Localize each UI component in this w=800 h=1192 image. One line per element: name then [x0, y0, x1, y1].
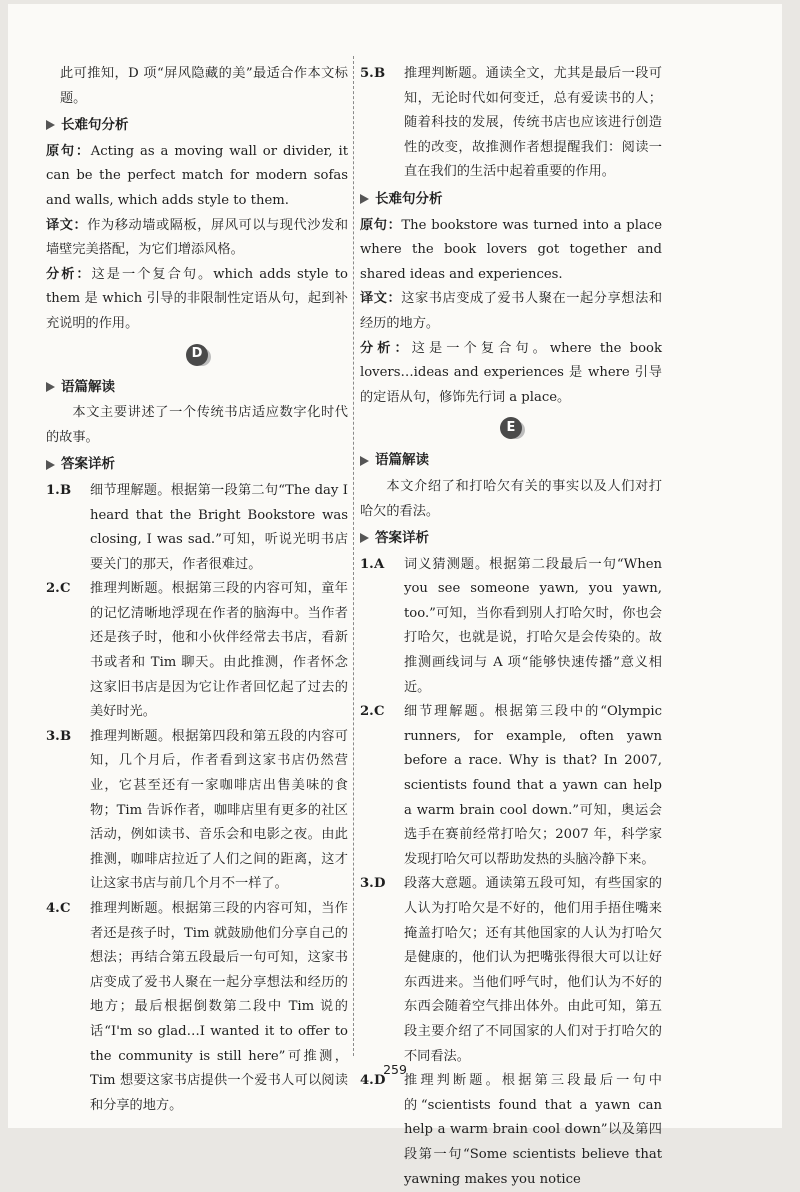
answer-item: 5. B 推理判断题。通读全文，尤其是最后一段可知，无论时代如何变迁，总有爱读书的人；随着科技的发展，传统书店也应该进行创造性的改变，故推测作者想提醒我们：阅读一直在我们的生活中起着重要的作用。 [360, 66, 662, 180]
answer-item: 2. C 推理判断题。根据第三段的内容可知，童年的记忆清晰地浮现在作者的脑海中。当作者还是孩子时，他和小伙伴经常去书店，看新书或者和 Tim 聊天。由此推测，作者怀念这家旧书店是因为它让作者回忆起了过去的美好时光。 [46, 581, 348, 720]
answer-item: 3. D 段落大意题。通读第五段可知，有些国家的人认为打哈欠是不好的，他们用手捂住嘴来掩盖打哈欠；还有其他国家的人认为打哈欠是健康的，他们认为把嘴张得很大可以让好东西进来。当他们呼气时，他们认为不好的东西会随着空气排出体外。由此可知，第五段主要介绍了不同国家的人们对于打哈欠的不同看法。 [360, 876, 662, 1064]
reading-summary: 本文介绍了和打哈欠有关的事实以及人们对打哈欠的看法。 [360, 478, 662, 519]
original-sentence: 原句：Acting as a moving wall or divider, it can be the perfect match for modern sofas and walls, which adds style to them. [46, 143, 348, 208]
analysis: 分析：这是一个复合句。where the book lovers…ideas and experiences 是 where 引导的定语从句，修饰先行词 a place。 [360, 340, 662, 405]
answer-item: 3. B 推理判断题。根据第四段和第五段的内容可知，几个月后，作者看到这家书店仍然营业，它甚至还有一家咖啡店出售美味的食物；Tim 告诉作者，咖啡店里有更多的社区活动，例如读书、音乐会和电影之夜。由此推测，咖啡店拉近了人们之间的距离，这才让这家书店与前几个月不一样了。 [46, 728, 348, 892]
arrow-icon [46, 460, 55, 470]
column-divider [353, 56, 354, 1056]
original-sentence: 原句：The bookstore was turned into a place where the book lovers got together and shared ideas and experiences. [360, 217, 662, 282]
section-marker [46, 337, 348, 373]
arrow-icon [360, 533, 369, 543]
reading-heading: 语篇解读 [360, 448, 662, 473]
long-sentence-heading: 长难句分析 [360, 187, 662, 212]
answer-item: 4. C 推理判断题。根据第三段的内容可知，当作者还是孩子时，Tim 就鼓励他们分享自己的想法；再结合第五段最后一句可知，这家书店变成了爱书人聚在一起分享想法和经历的地方；最后根据倒数第二段中 Tim 说的话“I'm so glad…I wanted it to offer to the community is still here”可推测，Tim 想要这家书店提供一个爱书人可以阅读和分享的地方。 [46, 901, 348, 1113]
analysis: 分析：这是一个复合句。which adds style to them 是 which 引导的非限制性定语从句，起到补充说明的作用。 [46, 266, 349, 331]
answer-item: 1. A 词义猜测题。根据第二段最后一句“When you see someone yawn, you yawn, too.”可知，当你看到别人打哈欠时，你也会打哈欠，也就是说，打哈欠是会传染的。故推测画线词与 A 项“能够快速传播”意义相近。 [360, 556, 662, 695]
page-number: 259 [383, 1062, 407, 1077]
arrow-icon [360, 194, 369, 204]
reading-heading: 语篇解读 [46, 375, 348, 400]
long-sentence-heading: 长难句分析 [46, 113, 348, 138]
arrow-icon [46, 382, 55, 392]
reading-summary: 本文主要讲述了一个传统书店适应数字化时代的故事。 [46, 405, 348, 445]
answers-heading: 答案详析 [360, 526, 662, 551]
answer-item: 1. B 细节理解题。根据第一段第二句“The day I heard that the Bright Bookstore was closing, I was sad.”可知，听说光明书店要关门的那天，作者很难过。 [46, 482, 348, 572]
translation: 译文：作为移动墙或隔板，屏风可以与现代沙发和墙壁完美搭配，为它们增添风格。 [46, 217, 349, 258]
section-letter-badge: E [500, 417, 522, 439]
left-column [46, 62, 348, 1118]
arrow-icon [360, 456, 369, 466]
right-column [360, 62, 662, 1192]
arrow-icon [46, 120, 55, 130]
section-letter-badge: D [186, 344, 208, 366]
section-marker [360, 410, 662, 446]
translation: 译文：这家书店变成了爱书人聚在一起分享想法和经历的地方。 [360, 291, 663, 331]
intro-text: 此可推知，D 项“屏风隐藏的美”最适合作本文标题。 [60, 66, 348, 106]
answer-item: 4. D 推理判断题。根据第三段最后一句中的“scientists found that a yawn can help a warm brain cool down”以及第四段第一句“Some scientists believe that yawning makes you notice [360, 1073, 662, 1187]
answer-item: 2. C 细节理解题。根据第三段中的“Olympic runners, for example, often yawn before a race. Why is that? In 2007, scientists found that a yawn can help a warm brain cool down.”可知，奥运会选手在赛前经常打哈欠；2007 年，科学家发现打哈欠可以帮助发热的头脑冷静下来。 [360, 704, 662, 867]
page [8, 4, 782, 1187]
answers-heading: 答案详析 [46, 452, 348, 477]
